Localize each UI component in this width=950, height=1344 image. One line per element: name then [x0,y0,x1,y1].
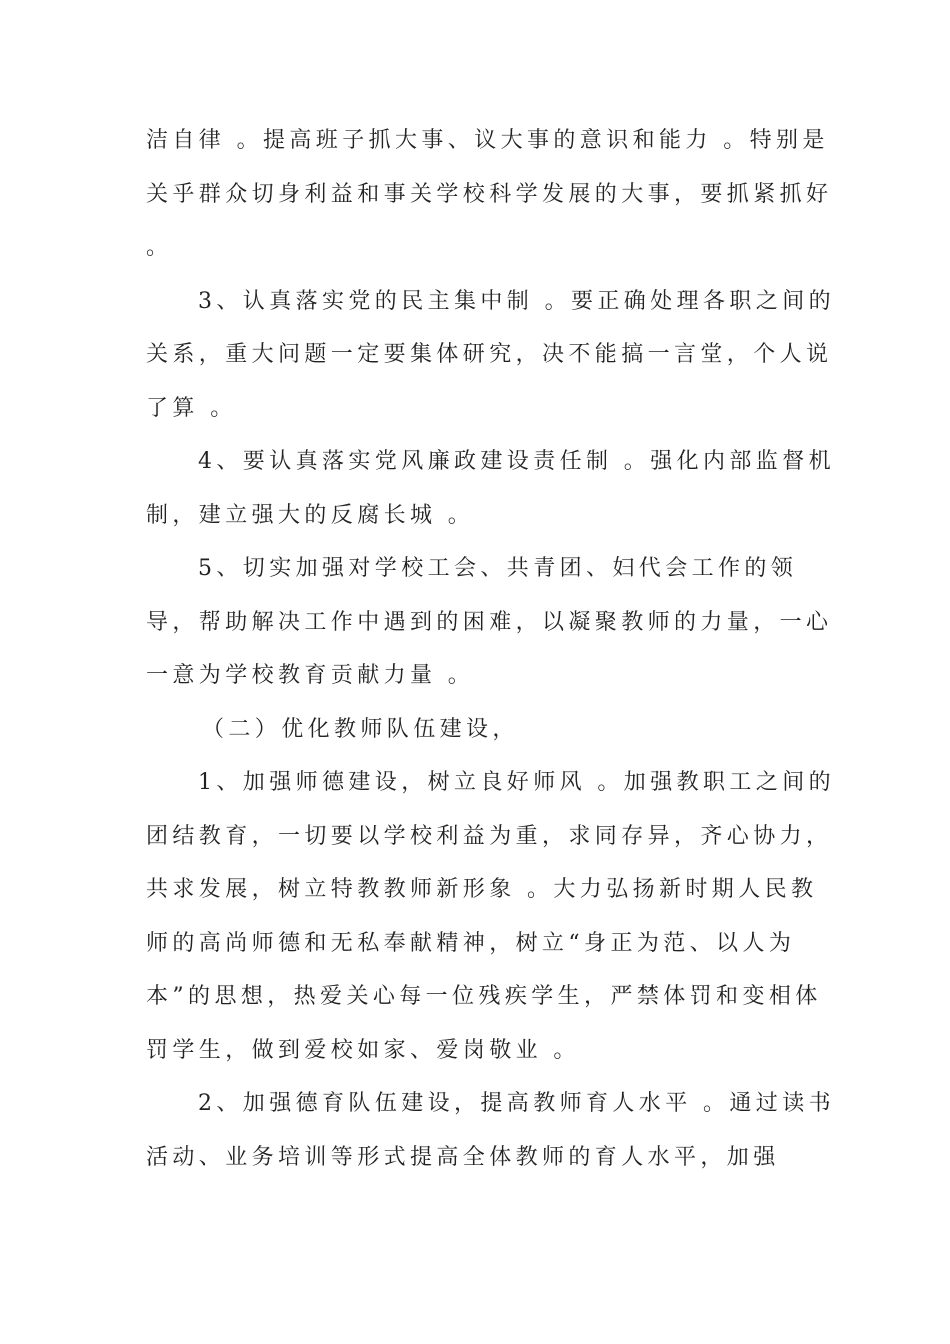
section-heading: （二）优化教师队伍建设， [202,716,519,742]
paragraph-continued: 洁自律 。提高班子抓大事、议大事的意识和能力 。特别是关乎群众切身利益和事关学校科学发展的大事，要抓紧抓好 。 [146,128,844,260]
paragraph-item-3: 3、认真落实党的民主集中制 。要正确处理各职之间的关系，重大问题一定要集体研究，决不能搞一言堂，个人说了算 。 [146,288,835,421]
paragraph-item-5: 5、切实加强对学校工会、共青团、妇代会工作的领导，帮助解决工作中遇到的困难，以凝聚教师的力量，一心一意为学校教育贡献力量 。 [146,556,833,688]
paragraph-item-4: 4、要认真落实党风廉政建设责任制 。强化内部监督机制，建立强大的反腐长城 。 [146,449,835,528]
paragraph-section2-item-1: 1、加强师德建设，树立良好师风 。加强教职工之间的团结教育，一切要以学校利益为重，求同存异，齐心协力，共求发展，树立特教教师新形象 。大力弘扬新时期人民教师的高尚师德和无私奉献精神，树立“身正为范、以人为本”的思想，热爱关心每一位残疾学生，严禁体罚和变相体罚学生，做到爱校如家、爱岗敬业 。 [146,770,835,1063]
paragraph-section2-item-2: 2、加强德育队伍建设，提高教师育人水平 。通过读书活动、业务培训等形式提高全体教师的育人水平，加强 [146,1091,835,1170]
document-body [146,114,844,1184]
